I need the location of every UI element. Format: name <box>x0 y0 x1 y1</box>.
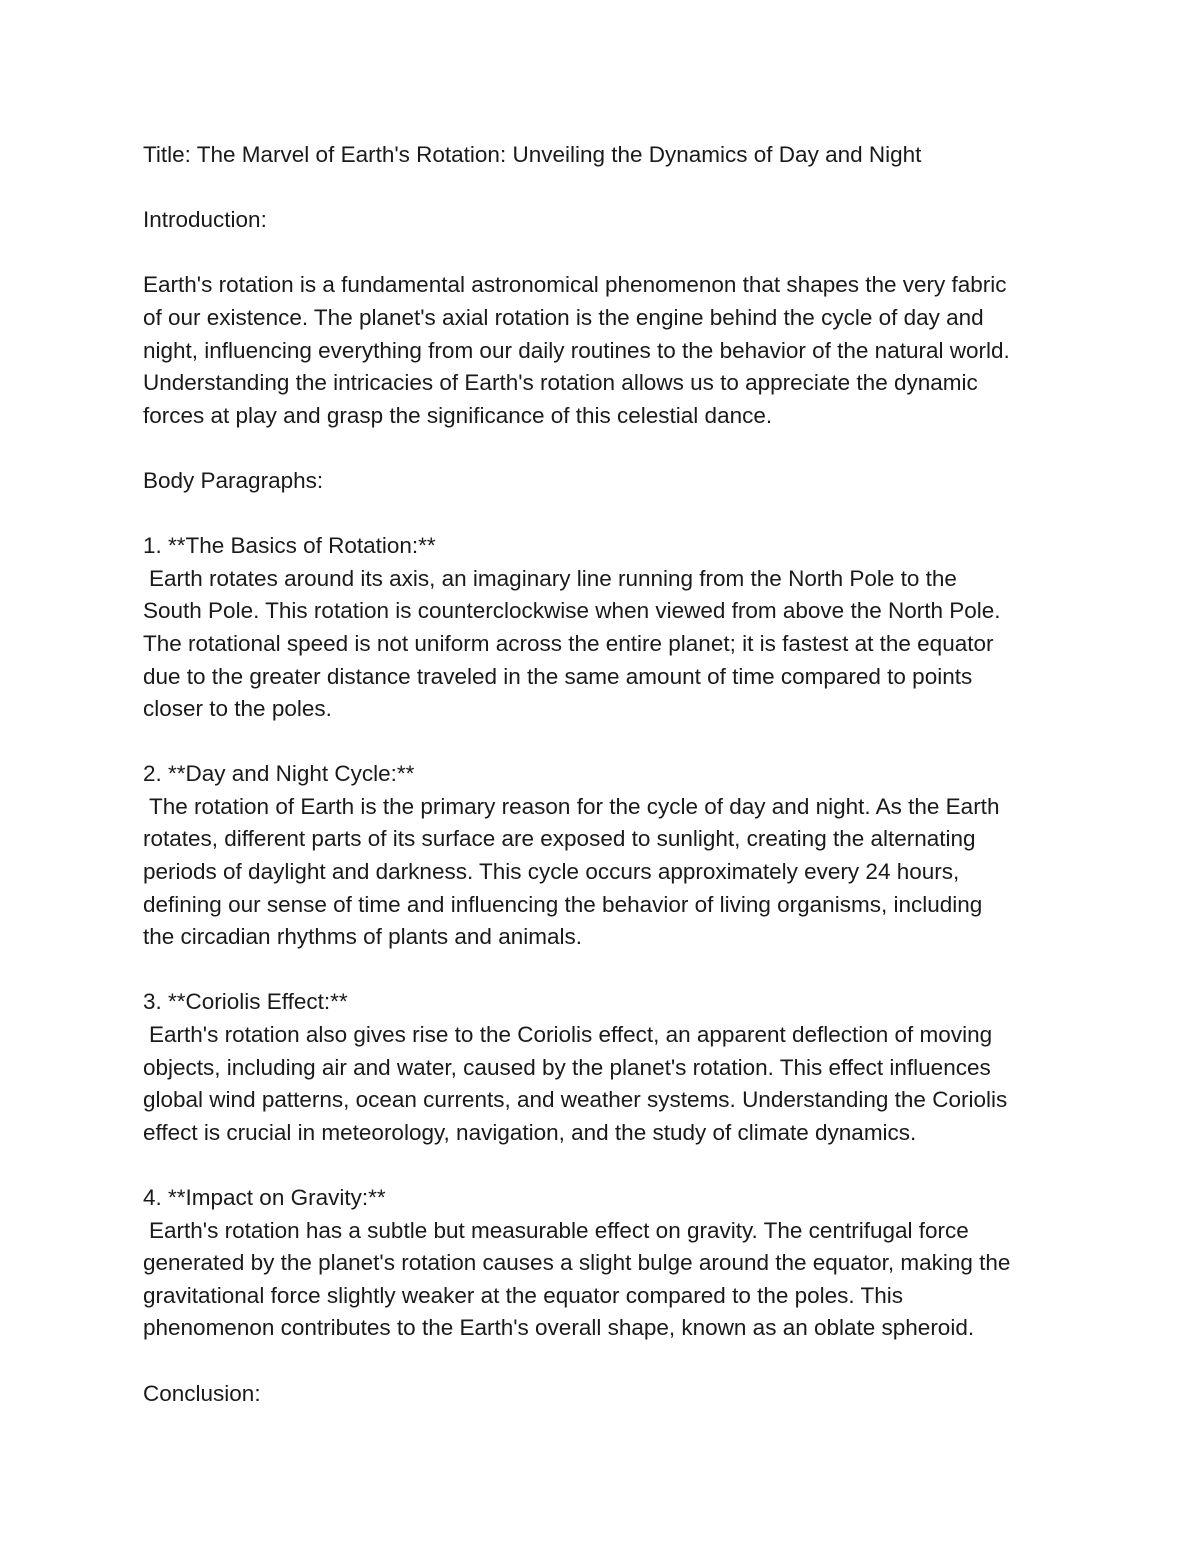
spacer <box>143 1345 1063 1378</box>
paragraph-line: rotates, different parts of its surface are exposed to sunlight, creating the alternating <box>143 826 976 852</box>
paragraph-line: global wind patterns, ocean currents, and weather systems. Understanding the Coriolis <box>143 1087 1008 1113</box>
section-rotation-basics <box>143 530 1063 726</box>
paragraph-line: effect is crucial in meteorology, navigation, and the study of climate dynamics. <box>143 1119 917 1145</box>
paragraph-line: generated by the planet's rotation causes a slight bulge around the equator, making the <box>143 1250 1011 1276</box>
body-heading: Body Paragraphs: <box>143 467 324 493</box>
section-heading: 3. **Coriolis Effect:** <box>143 989 348 1015</box>
paragraph-line: The rotation of Earth is the primary reason for the cycle of day and night. As the Earth <box>149 793 1000 819</box>
document-page <box>143 139 1063 1410</box>
spacer <box>143 498 1063 531</box>
intro-heading: Introduction: <box>143 207 267 233</box>
section-gravity <box>143 1182 1063 1345</box>
paragraph-line: closer to the poles. <box>143 696 332 722</box>
spacer <box>143 432 1063 465</box>
paragraph-line: objects, including air and water, caused by the planet's rotation. This effect influences <box>143 1054 991 1080</box>
paragraph-line: The rotational speed is not uniform across the entire planet; it is fastest at the equator <box>143 630 994 656</box>
spacer <box>143 1149 1063 1182</box>
spacer <box>143 172 1063 205</box>
paragraph-line: night, influencing everything from our daily routines to the behavior of the natural world. <box>143 337 1010 363</box>
paragraph-line: South Pole. This rotation is counterclockwise when viewed from above the North Pole. <box>143 598 1001 624</box>
paragraph-line: gravitational force slightly weaker at the equator compared to the poles. This <box>143 1282 904 1308</box>
paragraph-line: Earth's rotation has a subtle but measurable effect on gravity. The centrifugal force <box>149 1217 969 1243</box>
paragraph-line: forces at play and grasp the significance of this celestial dance. <box>143 402 773 428</box>
paragraph-line: Earth's rotation also gives rise to the Coriolis effect, an apparent deflection of moving <box>149 1022 993 1048</box>
paragraph-line: of our existence. The planet's axial rotation is the engine behind the cycle of day and <box>143 304 984 330</box>
section-heading: 1. **The Basics of Rotation:** <box>143 533 436 559</box>
section-day-night <box>143 758 1063 954</box>
paragraph-line: due to the greater distance traveled in the same amount of time compared to points <box>143 663 973 689</box>
spacer <box>143 726 1063 759</box>
paragraph-line: defining our sense of time and influencing the behavior of living organisms, including <box>143 891 983 917</box>
section-heading: 2. **Day and Night Cycle:** <box>143 761 415 787</box>
paragraph-line: phenomenon contributes to the Earth's overall shape, known as an oblate spheroid. <box>143 1315 975 1341</box>
document-title: Title: The Marvel of Earth's Rotation: Unveiling the Dynamics of Day and Night <box>143 142 922 167</box>
paragraph-line: Earth's rotation is a fundamental astronomical phenomenon that shapes the very fabric <box>143 272 1007 298</box>
paragraph-line: Earth rotates around its axis, an imaginary line running from the North Pole to the <box>149 565 957 591</box>
conclusion-heading: Conclusion: <box>143 1380 261 1406</box>
paragraph-line: Understanding the intricacies of Earth's rotation allows us to appreciate the dynamic <box>143 370 978 396</box>
section-coriolis <box>143 986 1063 1149</box>
paragraph-line: periods of daylight and darkness. This cycle occurs approximately every 24 hours, <box>143 859 960 885</box>
section-heading: 4. **Impact on Gravity:** <box>143 1185 386 1210</box>
spacer <box>143 237 1063 270</box>
intro-paragraph <box>143 269 1063 432</box>
spacer <box>143 954 1063 987</box>
paragraph-line: the circadian rhythms of plants and animals. <box>143 924 582 950</box>
